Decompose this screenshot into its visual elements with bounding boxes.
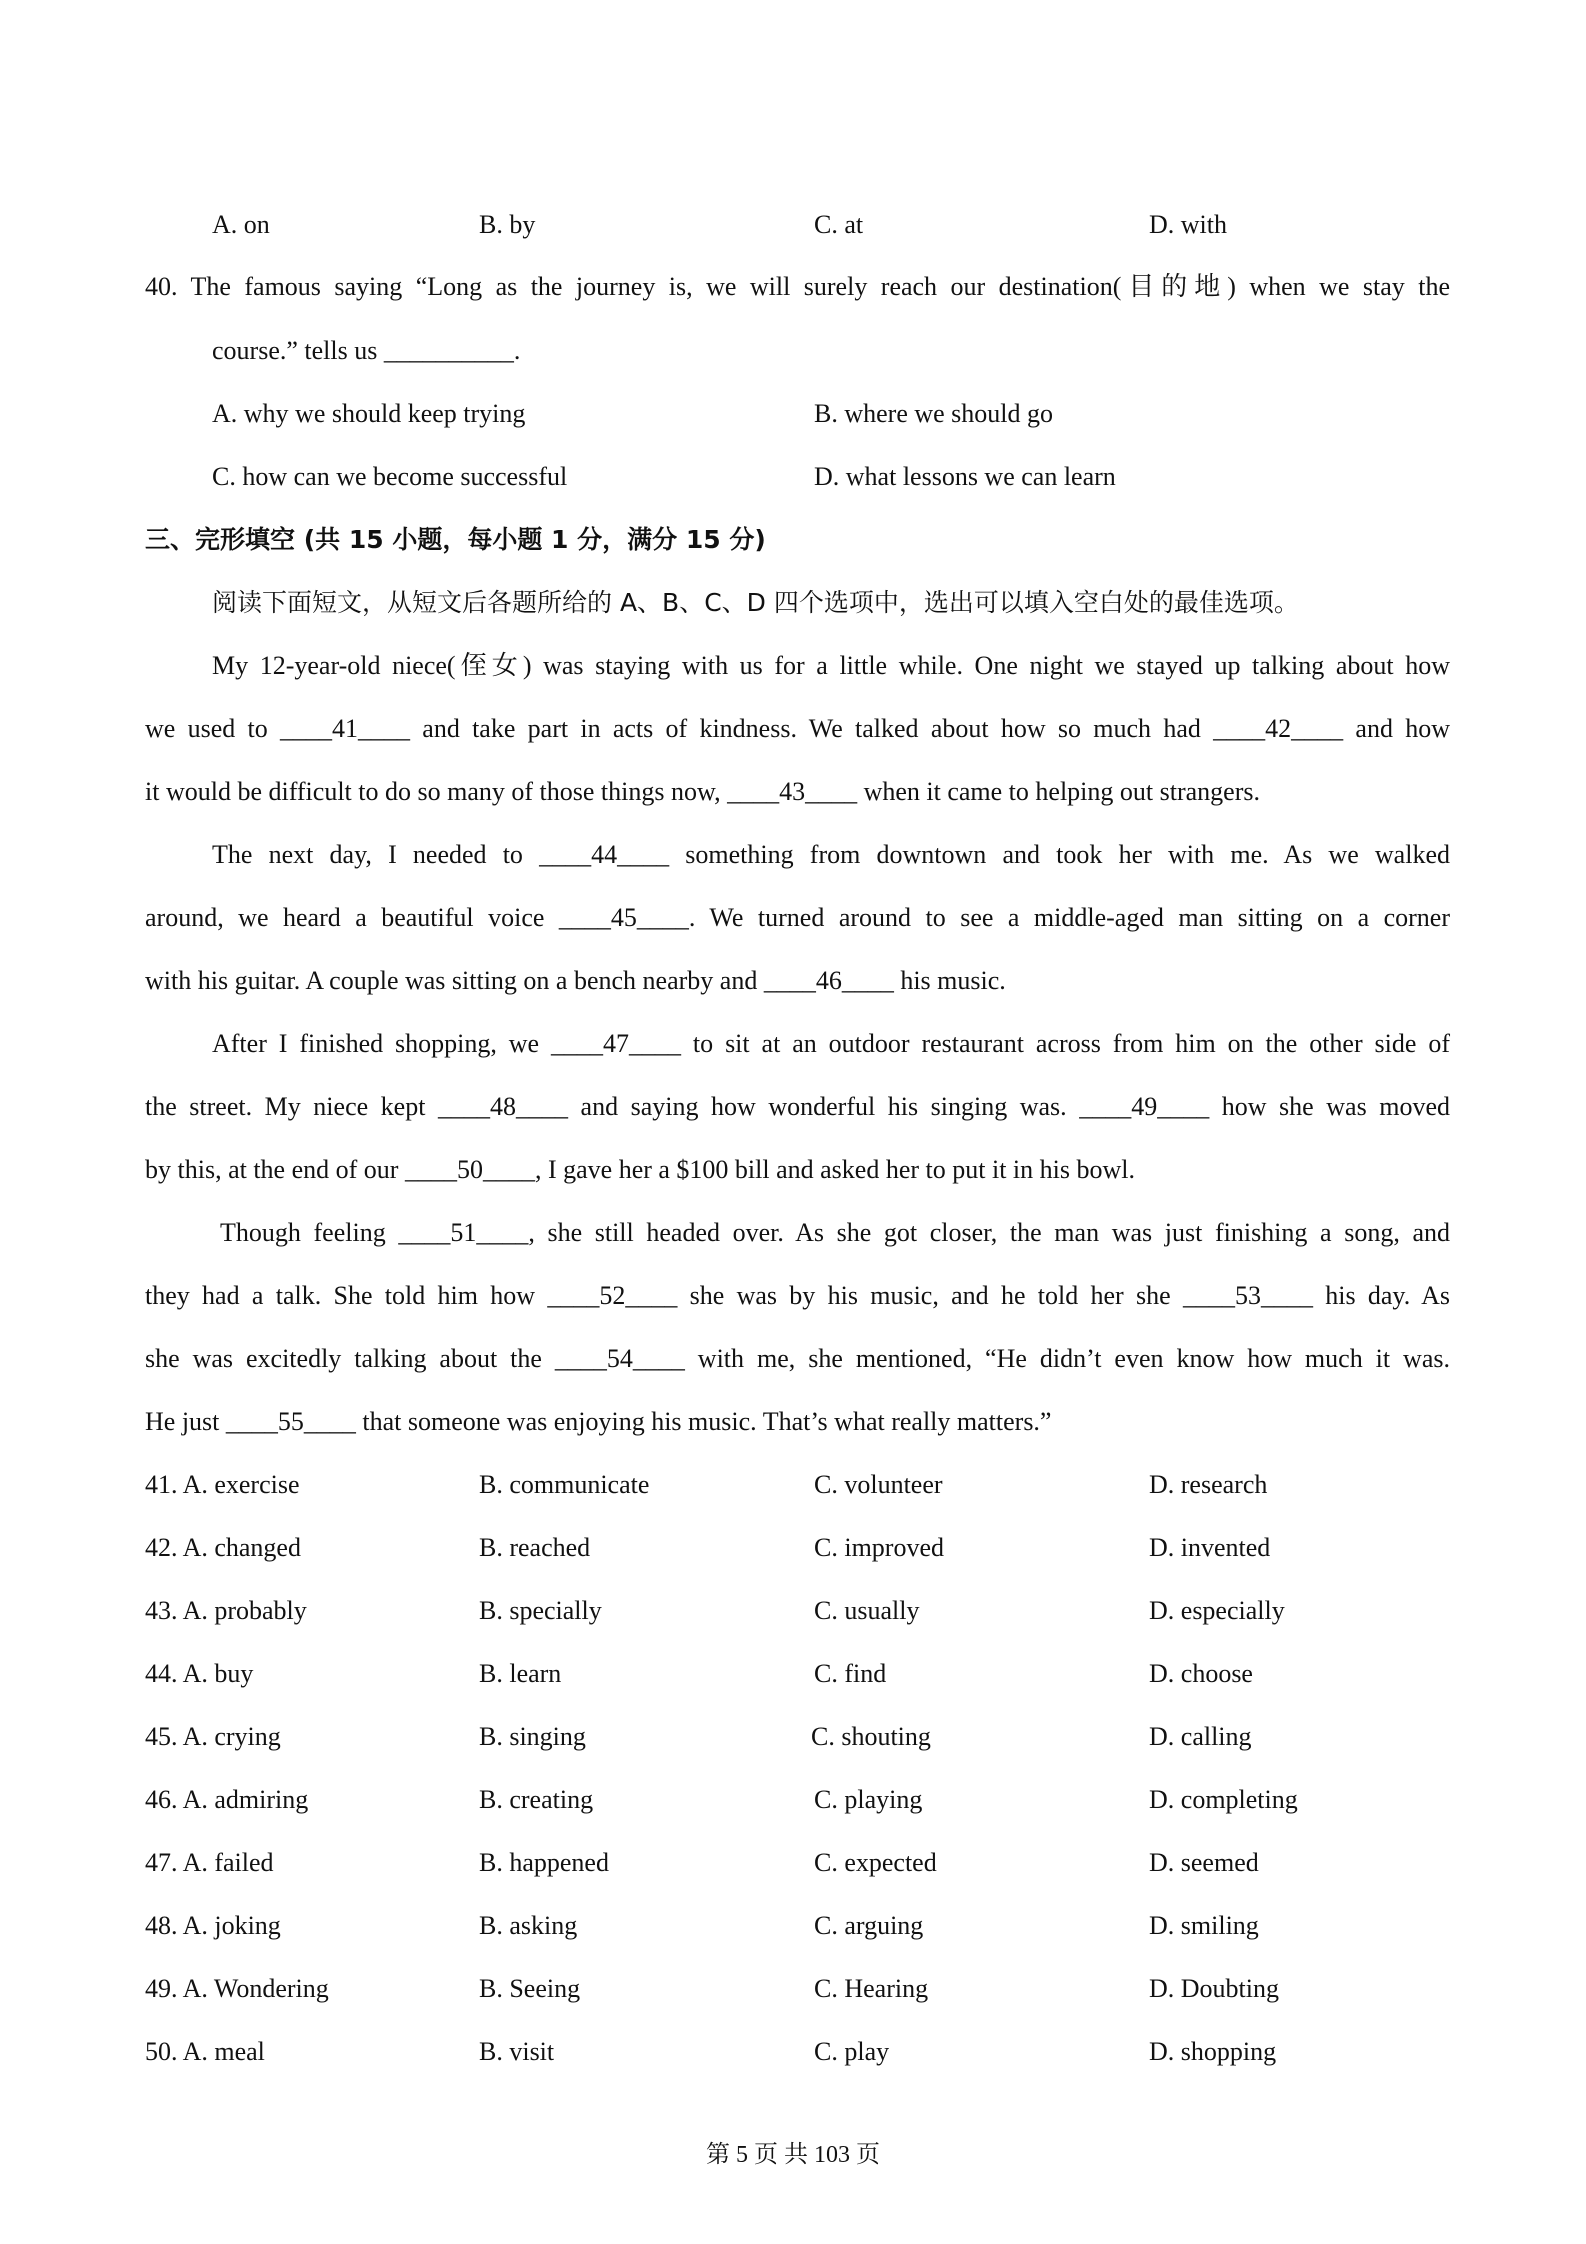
q46-option-c: C. playing	[814, 1785, 923, 1814]
q43-option-c: C. usually	[814, 1596, 920, 1625]
q39-option-d: D. with	[1149, 210, 1227, 239]
q50-option-c: C. play	[814, 2037, 890, 2066]
q49-option-b: B. Seeing	[479, 1974, 581, 2003]
passage-line-5: around, we heard a beautiful voice ____45____. We turned around to see a middle-aged man sitting on a corner	[145, 903, 1450, 932]
passage-line-12: she was excitedly talking about the ____54____ with me, she mentioned, “He didn’t even know how much it was.	[145, 1344, 1450, 1373]
q43-option-b: B. specially	[479, 1596, 602, 1625]
q42-option-d: D. invented	[1149, 1533, 1271, 1562]
q48-option-b: B. asking	[479, 1911, 578, 1940]
passage-line-3: it would be difficult to do so many of those things now, ____43____ when it came to helping out strangers.	[145, 777, 1260, 806]
q40-option-c: C. how can we become successful	[212, 462, 568, 491]
q43-option-a: 43. A. probably	[145, 1596, 307, 1625]
q42-option-c: C. improved	[814, 1533, 944, 1562]
q50-option-a: 50. A. meal	[145, 2037, 265, 2066]
passage-line-10: Though feeling ____51____, she still headed over. As she got closer, the man was just finishing a song, and	[220, 1218, 1450, 1247]
page-footer: 第 5 页 共 103 页	[706, 2142, 880, 2168]
q41-option-b: B. communicate	[479, 1470, 650, 1499]
passage-line-2: we used to ____41____ and take part in acts of kindness. We talked about how so much had ____42____ and how	[145, 714, 1450, 743]
q50-option-b: B. visit	[479, 2037, 555, 2066]
q44-option-b: B. learn	[479, 1659, 562, 1688]
passage-line-9: by this, at the end of our ____50____, I gave her a $100 bill and asked her to put it in his bowl.	[145, 1155, 1135, 1184]
q44-option-a: 44. A. buy	[145, 1659, 254, 1688]
q47-option-d: D. seemed	[1149, 1848, 1259, 1877]
q45-option-b: B. singing	[479, 1722, 586, 1751]
q48-option-d: D. smiling	[1149, 1911, 1259, 1940]
q40-option-a: A. why we should keep trying	[212, 399, 526, 428]
q49-option-a: 49. A. Wondering	[145, 1974, 329, 2003]
q39-option-a: A. on	[212, 210, 270, 239]
q41-option-c: C. volunteer	[814, 1470, 943, 1499]
q41-option-a: 41. A. exercise	[145, 1470, 300, 1499]
passage-line-1: My 12-year-old niece(侄女) was staying with us for a little while. One night we stayed up talking about how	[212, 651, 1450, 680]
q49-option-c: C. Hearing	[814, 1974, 929, 2003]
passage-line-8: the street. My niece kept ____48____ and saying how wonderful his singing was. ____49____ how she was moved	[145, 1092, 1450, 1121]
q43-option-d: D. especially	[1149, 1596, 1285, 1625]
q45-option-a: 45. A. crying	[145, 1722, 281, 1751]
q48-option-c: C. arguing	[814, 1911, 924, 1940]
passage-line-7: After I finished shopping, we ____47____ to sit at an outdoor restaurant across from him on the other side of	[212, 1029, 1450, 1058]
q50-option-d: D. shopping	[1149, 2037, 1277, 2066]
q48-option-a: 48. A. joking	[145, 1911, 281, 1940]
passage-line-4: The next day, I needed to ____44____ something from downtown and took her with me. As we walked	[212, 840, 1450, 869]
passage-line-11: they had a talk. She told him how ____52____ she was by his music, and he told her she ____53____ his day. As	[145, 1281, 1450, 1310]
q44-option-d: D. choose	[1149, 1659, 1253, 1688]
q41-option-d: D. research	[1149, 1470, 1268, 1499]
q46-option-a: 46. A. admiring	[145, 1785, 309, 1814]
q45-option-c: C. shouting	[811, 1722, 931, 1751]
section-heading: 三、完形填空 (共 15 小题，每小题 1 分，满分 15 分)	[145, 525, 766, 554]
q47-option-c: C. expected	[814, 1848, 937, 1877]
q47-option-b: B. happened	[479, 1848, 609, 1877]
q46-option-b: B. creating	[479, 1785, 594, 1814]
q39-option-c: C. at	[814, 210, 864, 239]
q47-option-a: 47. A. failed	[145, 1848, 274, 1877]
q40-option-b: B. where we should go	[814, 399, 1054, 428]
q49-option-d: D. Doubting	[1149, 1974, 1279, 2003]
passage-line-6: with his guitar. A couple was sitting on a bench nearby and ____46____ his music.	[145, 966, 1006, 995]
q45-option-d: D. calling	[1149, 1722, 1252, 1751]
q42-option-a: 42. A. changed	[145, 1533, 301, 1562]
q40-stem-line2: course.” tells us __________.	[212, 336, 521, 365]
q44-option-c: C. find	[814, 1659, 887, 1688]
section-instruction: 阅读下面短文，从短文后各题所给的 A、B、C、D 四个选项中，选出可以填入空白处的最佳选项。	[212, 588, 1299, 617]
passage-line-13: He just ____55____ that someone was enjoying his music. That’s what really matters.”	[145, 1407, 1052, 1436]
q40-option-d: D. what lessons we can learn	[814, 462, 1116, 491]
q46-option-d: D. completing	[1149, 1785, 1298, 1814]
q42-option-b: B. reached	[479, 1533, 591, 1562]
q39-option-b: B. by	[479, 210, 536, 239]
q40-stem-line1: 40. The famous saying “Long as the journey is, we will surely reach our destination(目的地) when we stay the	[145, 272, 1450, 301]
